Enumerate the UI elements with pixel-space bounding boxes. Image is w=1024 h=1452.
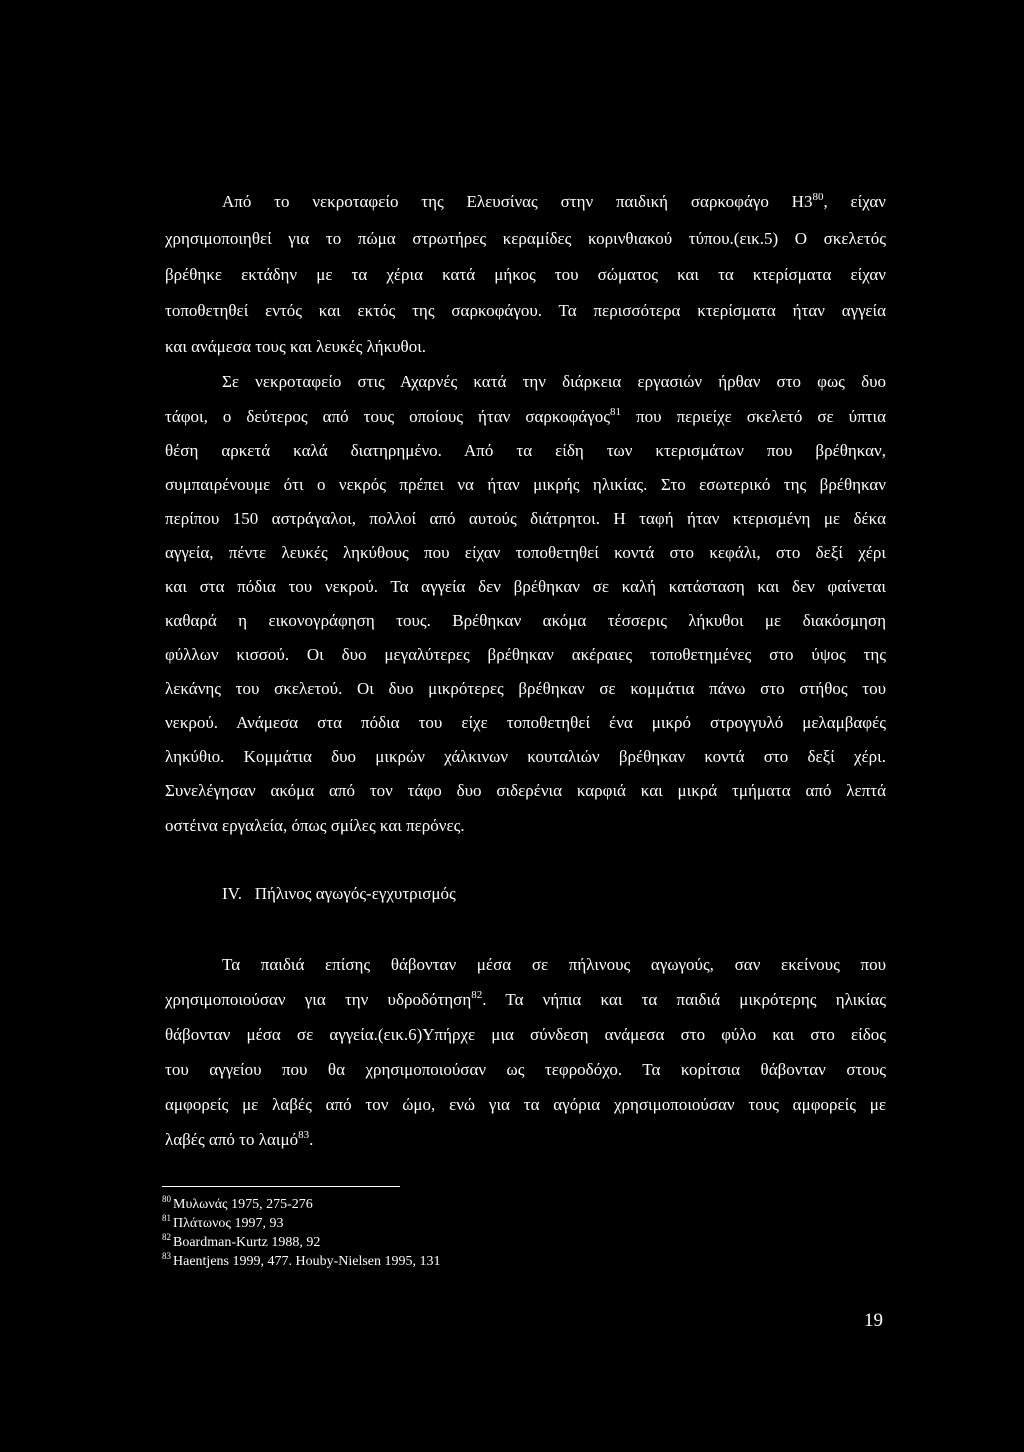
footnote-ref-82: 82 [471, 989, 483, 1001]
section-heading [222, 884, 456, 904]
footnote-81 [162, 1213, 284, 1232]
footnote-83 [162, 1251, 441, 1270]
paragraph1-line5: και ανάμεσα τους και λευκές λήκυθοι. [165, 337, 427, 356]
paragraph3-line6: λαβές από το λαιμό$^{83}$. [165, 1129, 314, 1149]
paragraph2-line14: οστέινα εργαλεία, όπως σμίλες και περόνες. [165, 816, 465, 835]
paragraph2-line5: περίπου 150 αστράγαλοι, πολλοί από αυτούς διάτρητοι. Η ταφή ήταν κτερισμένη με δέκα [165, 509, 886, 528]
footnote-number: 83 [162, 1251, 171, 1261]
paragraph2-line4: συμπαιρένουμε ότι ο νεκρός πρέπει να ήταν μικρής ηλικίας. Στο εσωτερικό της βρέθηκαν [165, 475, 886, 494]
paragraph3-line5: αμφορείς με λαβές από τον ώμο, ενώ για τα αγόρια χρησιμοποιούσαν τους αμφορείς με [165, 1095, 886, 1114]
paragraph3-line1: Τα παιδιά επίσης θάβονταν μέσα σε πήλινους αγωγούς, σαν εκείνους που [222, 955, 886, 974]
footnote-text: Haentjens 1999, 477. Houby-Nielsen 1995, 131 [173, 1254, 441, 1269]
paragraph2-line8: καθαρά η εικονογράφηση τους. Βρέθηκαν ακόμα τέσσερις λήκυθοι με διακόσμηση [165, 611, 886, 630]
footnote-text: Μυλωνάς 1975, 275-276 [173, 1197, 313, 1212]
footnote-text: Boardman-Kurtz 1988, 92 [173, 1235, 321, 1250]
paragraph2-line1: Σε νεκροταφείο στις Αχαρνές κατά την διάρκεια εργασιών ήρθαν στο φως δυο [222, 372, 886, 391]
footnote-number: 81 [162, 1213, 171, 1223]
paragraph2-line3: θέση αρκετά καλά διατηρημένο. Από τα είδη των κτερισμάτων που βρέθηκαν, [165, 441, 886, 460]
paragraph2-line2: τάφοι, ο δεύτερος από τους οποίους ήταν σαρκοφάγος$^{81}$ που περιείχε σκελετό σε ύπτια [165, 406, 886, 426]
paragraph3-line4: του αγγείου που θα χρησιμοποιούσαν ως τεφροδόχο. Τα κορίτσια θάβονταν στους [165, 1060, 886, 1079]
footnote-number: 80 [162, 1194, 171, 1204]
page-number: 19 [864, 1310, 883, 1331]
footnote-ref-81: 81 [610, 406, 622, 418]
footnote-number: 82 [162, 1232, 171, 1242]
footnote-ref-83: 83 [298, 1129, 310, 1141]
footnote-82 [162, 1232, 321, 1251]
paragraph2-line6: αγγεία, πέντε λευκές ληκύθους που είχαν τοποθετηθεί κοντά στο κεφάλι, στο δεξί χέρι [165, 543, 886, 562]
paragraph2-line10: λεκάνης του σκελετού. Οι δυο μικρότερες βρέθηκαν σε κομμάτια πάνω στο στήθος του [165, 679, 886, 698]
paragraph2-line7: και στα πόδια του νεκρού. Τα αγγεία δεν βρέθηκαν σε καλή κατάσταση και δεν φαίνεται [165, 577, 886, 596]
paragraph2-line11: νεκρού. Ανάμεσα στα πόδια του είχε τοποθετηθεί ένα μικρό στρογγυλό μελαμβαφές [165, 713, 886, 732]
paragraph3-line3: θάβονταν μέσα σε αγγεία.(εικ.6)Υπήρχε μια σύνδεση ανάμεσα στο φύλο και στο είδος [165, 1025, 886, 1044]
paragraph1-line1: Από το νεκροταφείο της Ελευσίνας στην παιδική σαρκοφάγο $H3^{80}$, είχαν [222, 191, 886, 211]
paragraph2-line13: Συνελέγησαν ακόμα από τον τάφο δυο σιδερένια καρφιά και μικρά τμήματα από λεπτά [165, 781, 886, 800]
paragraph1-line3: βρέθηκε εκτάδην με τα χέρια κατά μήκος του σώματος και τα κτερίσματα είχαν [165, 265, 886, 284]
section-title: Πήλινος αγωγός-εγχυτρισμός [254, 884, 456, 903]
footnote-ref-80: 80 [812, 191, 824, 203]
footnote-text: Πλάτωνος 1997, 93 [173, 1216, 284, 1231]
paragraph3-line2: χρησιμοποιούσαν για την υδροδότηση$^{82}$. Τα νήπια και τα παιδιά μικρότερης ηλικίας [165, 989, 886, 1009]
paragraph1-line4: τοποθετηθεί εντός και εκτός της σαρκοφάγου. Τα περισσότερα κτερίσματα ήταν αγγεία [165, 301, 886, 320]
section-number: IV. [222, 884, 242, 903]
paragraph1-line2: χρησιμοποιηθεί για το πώμα στρωτήρες κεραμίδες κορινθιακού τύπου.(εικ.5) Ο σκελετός [165, 229, 886, 248]
paragraph2-line9: φύλλων κισσού. Οι δυο μεγαλύτερες βρέθηκαν ακέραιες τοποθετημένες στο ύψος της [165, 645, 886, 664]
footnote-80 [162, 1194, 313, 1213]
paragraph2-line12: ληκύθιο. Κομμάτια δυο μικρών χάλκινων κουταλιών βρέθηκαν κοντά στο δεξί χέρι. [165, 747, 886, 766]
footnote-separator [162, 1186, 400, 1187]
